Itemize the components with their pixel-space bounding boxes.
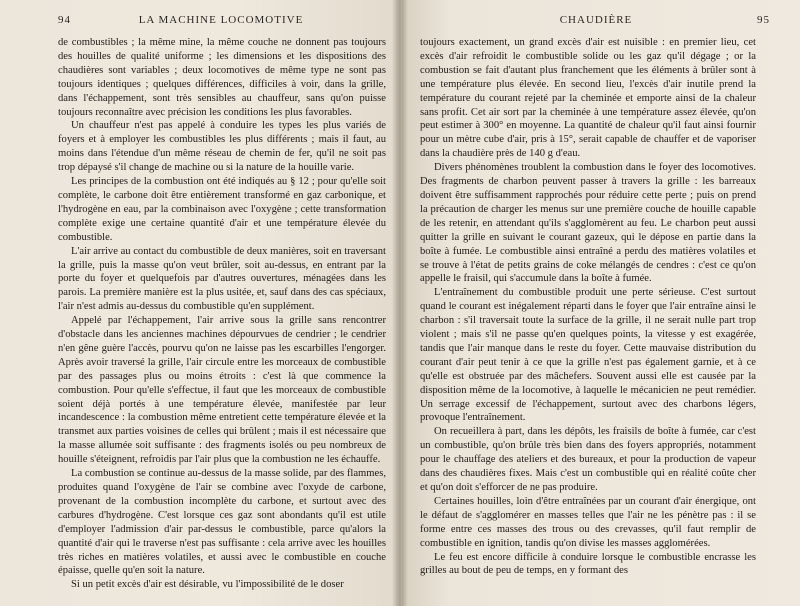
paragraph: de combustibles ; la même mine, la même couche ne donnent pas toujours des houilles de qualité uniforme ; les dimensions et les dispositions des chaudières sont variables ; deux locomotives de même type ne sont pas toujours identiques ; quelques différences, difficiles à voir, dans la grille, dans l'échappement, sont très sensibles au chauffeur, sans qu'on puisse toujours reconnaître avec précision les conditions les plus favorables. — [58, 37, 386, 118]
left-page-header — [58, 14, 384, 28]
paragraph: Divers phénomènes troublent la combustion dans le foyer des locomotives. Des fragments de charbon peuvent passer à travers la grille : les barreaux doivent être suffisamment rapprochés pour réduire cette perte ; puis on prend la précaution de charger les menus sur une première couche de houille capable de les retenir, en attendant qu'ils s'agglomèrent au feu. Le charbon peut aussi quitter la grille en suivant le courant gazeux, qui le dépose en partie dans la boîte à fumée. Le combustible ainsi entraîné a perdu des matières volatiles et se trouve à l'état de petits grains de coke mélangés de cendres : c'est ce qu'on appelle le fraisil, qui s'accumule dans la boîte à fumée. — [420, 162, 756, 285]
left-page-body — [58, 36, 386, 592]
right-running-title: CHAUDIÈRE — [559, 14, 633, 26]
paragraph: Les principes de la combustion ont été indiqués au § 12 ; pour qu'elle soit complète, le carbone doit être entièrement transformé en gaz carbonique, et l'hydrogène en eau, par la combinaison avec l'oxygène ; cette transformation complète exige une certaine quantité d'air et une température élevée du combustible. — [58, 176, 386, 243]
paragraph: toujours exactement, un grand excès d'air est nuisible : en premier lieu, cet excès d'air refroidit le combustible solide ou les gaz qu'il dégage ; or la combustion se fait d'autant plus franchement que les éléments à brûler sont à une température plus élevée. En second lieu, l'excès d'air inutile prend la température du courant rejeté par la cheminée et emporte ainsi de la chaleur sans profit. Cet air sort par la cheminée à une température assez élevée, qu'on peut estimer à 300° en moyenne. La quantité de chaleur qu'il faut ainsi fournir pour un mètre cube d'air, pris à 15°, serait capable de chauffer et de vaporiser dans la chaudière près de 140 g d'eau. — [420, 37, 756, 160]
left-page — [0, 0, 398, 606]
right-page-header — [422, 14, 770, 28]
paragraph: Si un petit excès d'air est désirable, vu l'impossibilité de le doser — [71, 579, 344, 591]
book-gutter — [392, 0, 408, 606]
paragraph: On recueillera à part, dans les dépôts, les fraisils de boîte à fumée, car c'est un combustible, qu'on brûle très bien dans des foyers appropriés, notamment pour le chauffage des ateliers et des bureaux, et pour la production de vapeur dans des chaudières fixes. Mais c'est un combustible qui en réalité coûte cher et qu'on doit s'efforcer de ne pas produire. — [420, 426, 756, 493]
paragraph: Le feu est encore difficile à conduire lorsque le combustible encrasse les grilles au bout de peu de temps, en y formant des — [420, 551, 756, 577]
paragraph: L'air arrive au contact du combustible de deux manières, soit en traversant la grille, puis la masse qu'on veut brûler, soit au-dessus, en entrant par la porte du foyer et quelquefois par d'autres ouvertures, ménagées dans les parois. La première manière est la plus usitée, et, sauf dans des cas spéciaux, l'air n'est admis au-dessus du combustible qu'en supplément. — [58, 245, 386, 313]
right-page — [402, 0, 800, 606]
paragraph: Un chauffeur n'est pas appelé à conduire les types les plus variés de foyers et à employer les combustibles les plus différents ; mais il faut, au moins dans l'étendue d'un même réseau de chemin de fer, qu'il ne soit pas trop dépaysé s'il change de machine ou si la nature de la houille varie. — [58, 120, 386, 174]
paragraph: La combustion se continue au-dessus de la masse solide, par des flammes, produites quand l'oxygène de l'air se combine avec l'oxyde de carbone, provenant de la combustion incomplète du carbone, et surtout avec des carbures d'hydrogène. C'est lorsque ces gaz sont abondants qu'il est utile d'employer l'admission d'air par-dessus le combustible, parce qu'alors la quantité d'air qui le traverse n'est pas suffisante : cela arrive avec les houilles très riches en matières volatiles, et aussi avec le combustible en couche épaisse, quelle qu'en soit la nature. — [58, 468, 386, 577]
paragraph: Appelé par l'échappement, l'air arrive sous la grille sans rencontrer d'obstacle dans les anciennes machines dépourvues de cendrier ; le cendrier n'en gêne guère l'accès, pourvu qu'on ne laisse pas les escarbilles l'engorger. Après avoir traversé la grille, l'air circule entre les morceaux de combustible par des passages plus ou moins étroits : c'est là que commence la combustion. Pour qu'elle s'effectue, il faut que les morceaux de combustible soient déjà portés à une température élevée, manifestée par leur incandescence : la combustion même entretient cette température élevée et la transmet aux parties voisines de celles qui brûlent ; mais il est nécessaire que la masse allumée soit suffisante : des fragments isolés ou peu nombreux de houille s'éteignent, refroidis par l'air plus que la combustion ne les échauffe. — [58, 315, 386, 466]
right-page-body — [420, 36, 756, 578]
left-running-title: LA MACHINE LOCOMOTIVE — [138, 14, 304, 26]
paragraph: Certaines houilles, loin d'être entraînées par un courant d'air énergique, ont le défaut de s'agglomérer en masses telles que l'air ne les pénètre pas : il se forme entre ces masses des trous ou des crevasses, qu'il faut remplir de combustible en ignition, tandis qu'on divise les masses agglomérées. — [420, 495, 756, 549]
paragraph: L'entraînement du combustible produit une perte sérieuse. C'est surtout quand le courant est inégalement réparti dans le foyer que l'air entraîne ainsi le charbon : s'il traversait toute la surface de la grille, il ne serait nulle part trop violent ; mais s'il ne passe qu'en quelques points, la vitesse y est exagérée, tandis que l'air manque dans le reste du foyer. Cette mauvaise distribution du courant d'air peut tenir à ce que la grille n'est pas également garnie, et à ce qu'elle est obstruée par des mâchefers. Souvent aussi elle est causée par la disposition même de la locomotive, à laquelle le mécanicien ne peut remédier. Un serrage excessif de l'échappement, surtout avec des charbons légers, provoque l'entraînement. — [420, 287, 756, 424]
left-page-number: 94 — [58, 14, 71, 26]
right-page-number: 95 — [757, 14, 770, 26]
